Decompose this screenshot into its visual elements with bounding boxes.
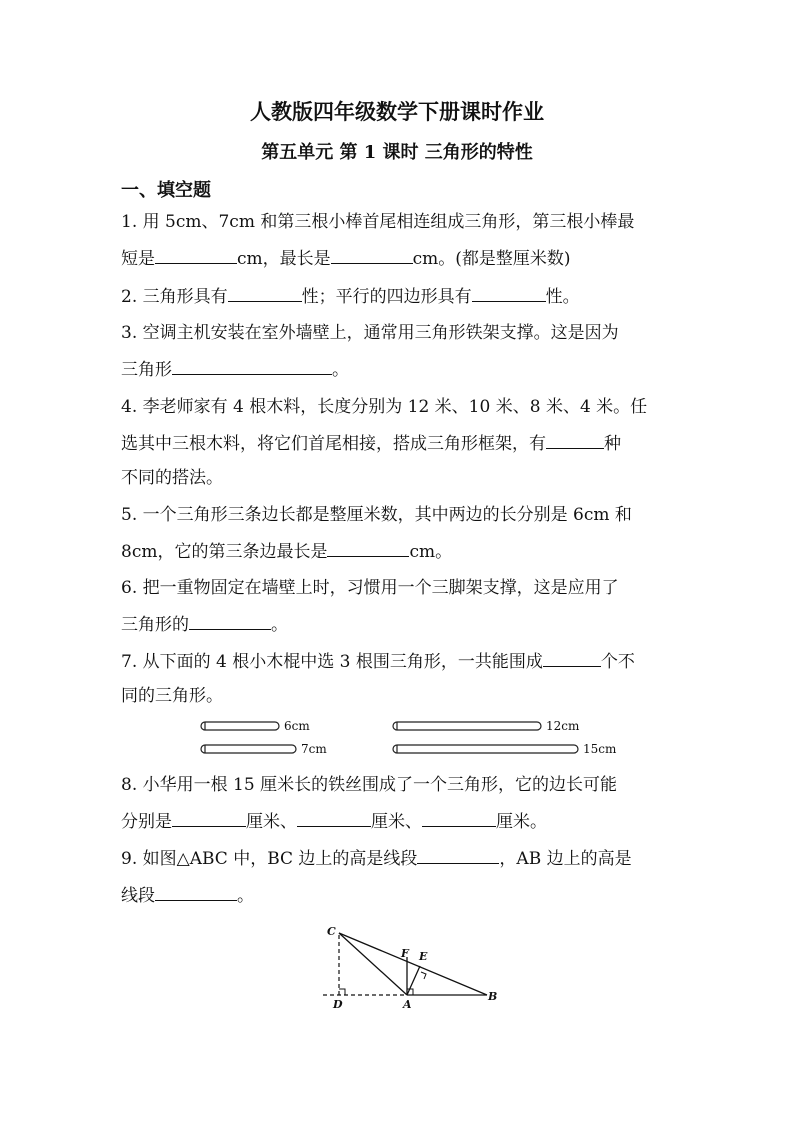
- stick-label-12cm: 12cm: [546, 719, 580, 733]
- q4-line-1: 4. 李老师家有 4 根木料，长度分别为 12 米、10 米、8 米、4 米。任: [121, 397, 648, 417]
- right-angle-e: [421, 972, 426, 979]
- q8-line-2: 分别是 厘米、 厘米、 厘米。: [121, 809, 547, 834]
- q9-line-1: 9. 如图△ABC 中，BC 边上的高是线段 ，AB 边上的高是: [121, 846, 632, 871]
- q5-line-2: 8cm，它的第三条边最长是 cm。: [121, 539, 452, 564]
- q1-line-2: 短是 cm，最长是 cm。(都是整厘米数): [121, 246, 571, 271]
- point-label-e: E: [419, 950, 428, 963]
- page-subtitle: 第五单元 第 1 课时 三角形的特性: [261, 142, 533, 163]
- q7-line-2: 同的三角形。: [121, 686, 223, 706]
- q2-line: 2. 三角形具有 性；平行的四边形具有 性。: [121, 284, 580, 309]
- q7-line-1: 7. 从下面的 4 根小木棍中选 3 根围三角形，一共能围成 个不: [121, 649, 635, 674]
- q4-line-3: 不同的搭法。: [121, 468, 223, 488]
- point-label-c: C: [327, 925, 336, 938]
- side-ca: [339, 933, 407, 995]
- point-label-d: D: [333, 998, 343, 1011]
- right-angle-d: [339, 989, 345, 995]
- q4-line-2: 选其中三根木料，将它们首尾相接，搭成三角形框架，有 种: [121, 431, 621, 456]
- q5-line-1: 5. 一个三角形三条边长都是整厘米数，其中两边的长分别是 6cm 和: [121, 505, 632, 525]
- section-heading: 一、填空题: [121, 180, 211, 201]
- q6-line-1: 6. 把一重物固定在墙壁上时，习惯用一个三脚架支撑，这是应用了: [121, 578, 619, 598]
- q1-line-1: 1. 用 5cm、7cm 和第三根小棒首尾相连组成三角形，第三根小棒最: [121, 212, 635, 232]
- q9-line-2: 线段 。: [121, 883, 254, 908]
- stick-label-7cm: 7cm: [301, 742, 327, 756]
- point-label-b: B: [488, 990, 498, 1003]
- point-label-f: F: [401, 947, 409, 960]
- stick-label-15cm: 15cm: [583, 742, 617, 756]
- q3-line-1: 3. 空调主机安装在室外墙壁上，通常用三角形铁架支撑。这是因为: [121, 323, 619, 343]
- q8-line-1: 8. 小华用一根 15 厘米长的铁丝围成了一个三角形，它的边长可能: [121, 775, 618, 795]
- side-cb: [339, 933, 487, 995]
- stick-label-6cm: 6cm: [284, 719, 310, 733]
- q3-line-2: 三角形 。: [121, 357, 349, 382]
- page-title: 人教版四年级数学下册课时作业: [250, 99, 544, 124]
- point-label-a: A: [403, 998, 412, 1011]
- q6-line-2: 三角形的 。: [121, 612, 288, 637]
